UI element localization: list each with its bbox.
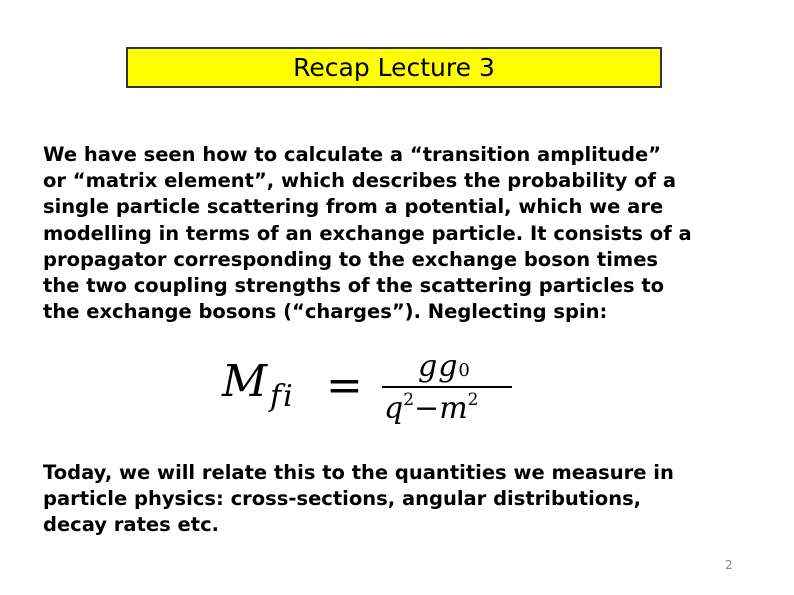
intro-line-2: or “matrix element”, which describes the probability of a bbox=[43, 169, 676, 193]
outlook-paragraph bbox=[43, 460, 759, 539]
formula-numerator-subscript: 0 bbox=[458, 360, 471, 381]
formula-den-minus: − bbox=[414, 391, 440, 426]
outlook-line-2: particle physics: cross-sections, angular distributions, bbox=[43, 487, 642, 511]
formula-den-q: q bbox=[384, 391, 404, 426]
formula-fraction-bar bbox=[382, 386, 512, 388]
formula-equals: = bbox=[326, 360, 363, 411]
formula-den-m: m bbox=[439, 391, 468, 426]
intro-line-5: propagator corresponding to the exchange boson times bbox=[43, 247, 659, 271]
intro-line-7: the exchange bosons (“charges”). Neglecting spin: bbox=[43, 300, 608, 324]
formula-fi-subscript: fi bbox=[270, 379, 295, 414]
formula-den-q-exponent: 2 bbox=[403, 390, 415, 410]
intro-line-3: single particle scattering from a potential, which we are bbox=[43, 195, 664, 219]
title-box bbox=[126, 47, 662, 88]
page-number: 2 bbox=[725, 558, 733, 572]
slide-title: Recap Lecture 3 bbox=[293, 53, 495, 82]
outlook-line-3: decay rates etc. bbox=[43, 513, 220, 537]
intro-paragraph bbox=[43, 142, 759, 325]
formula-numerator-gg: gg bbox=[418, 349, 459, 384]
outlook-line-1: Today, we will relate this to the quantities we measure in bbox=[43, 461, 674, 484]
intro-line-6: the two coupling strengths of the scattering particles to bbox=[43, 274, 665, 298]
formula-den-m-exponent: 2 bbox=[467, 390, 479, 410]
formula-denominator bbox=[384, 390, 479, 426]
formula-m-symbol: M bbox=[222, 356, 268, 407]
formula-numerator bbox=[418, 349, 471, 384]
intro-line-4: modelling in terms of an exchange particle. It consists of a bbox=[43, 221, 692, 245]
intro-line-1: We have seen how to calculate a “transition amplitude” bbox=[43, 143, 662, 166]
